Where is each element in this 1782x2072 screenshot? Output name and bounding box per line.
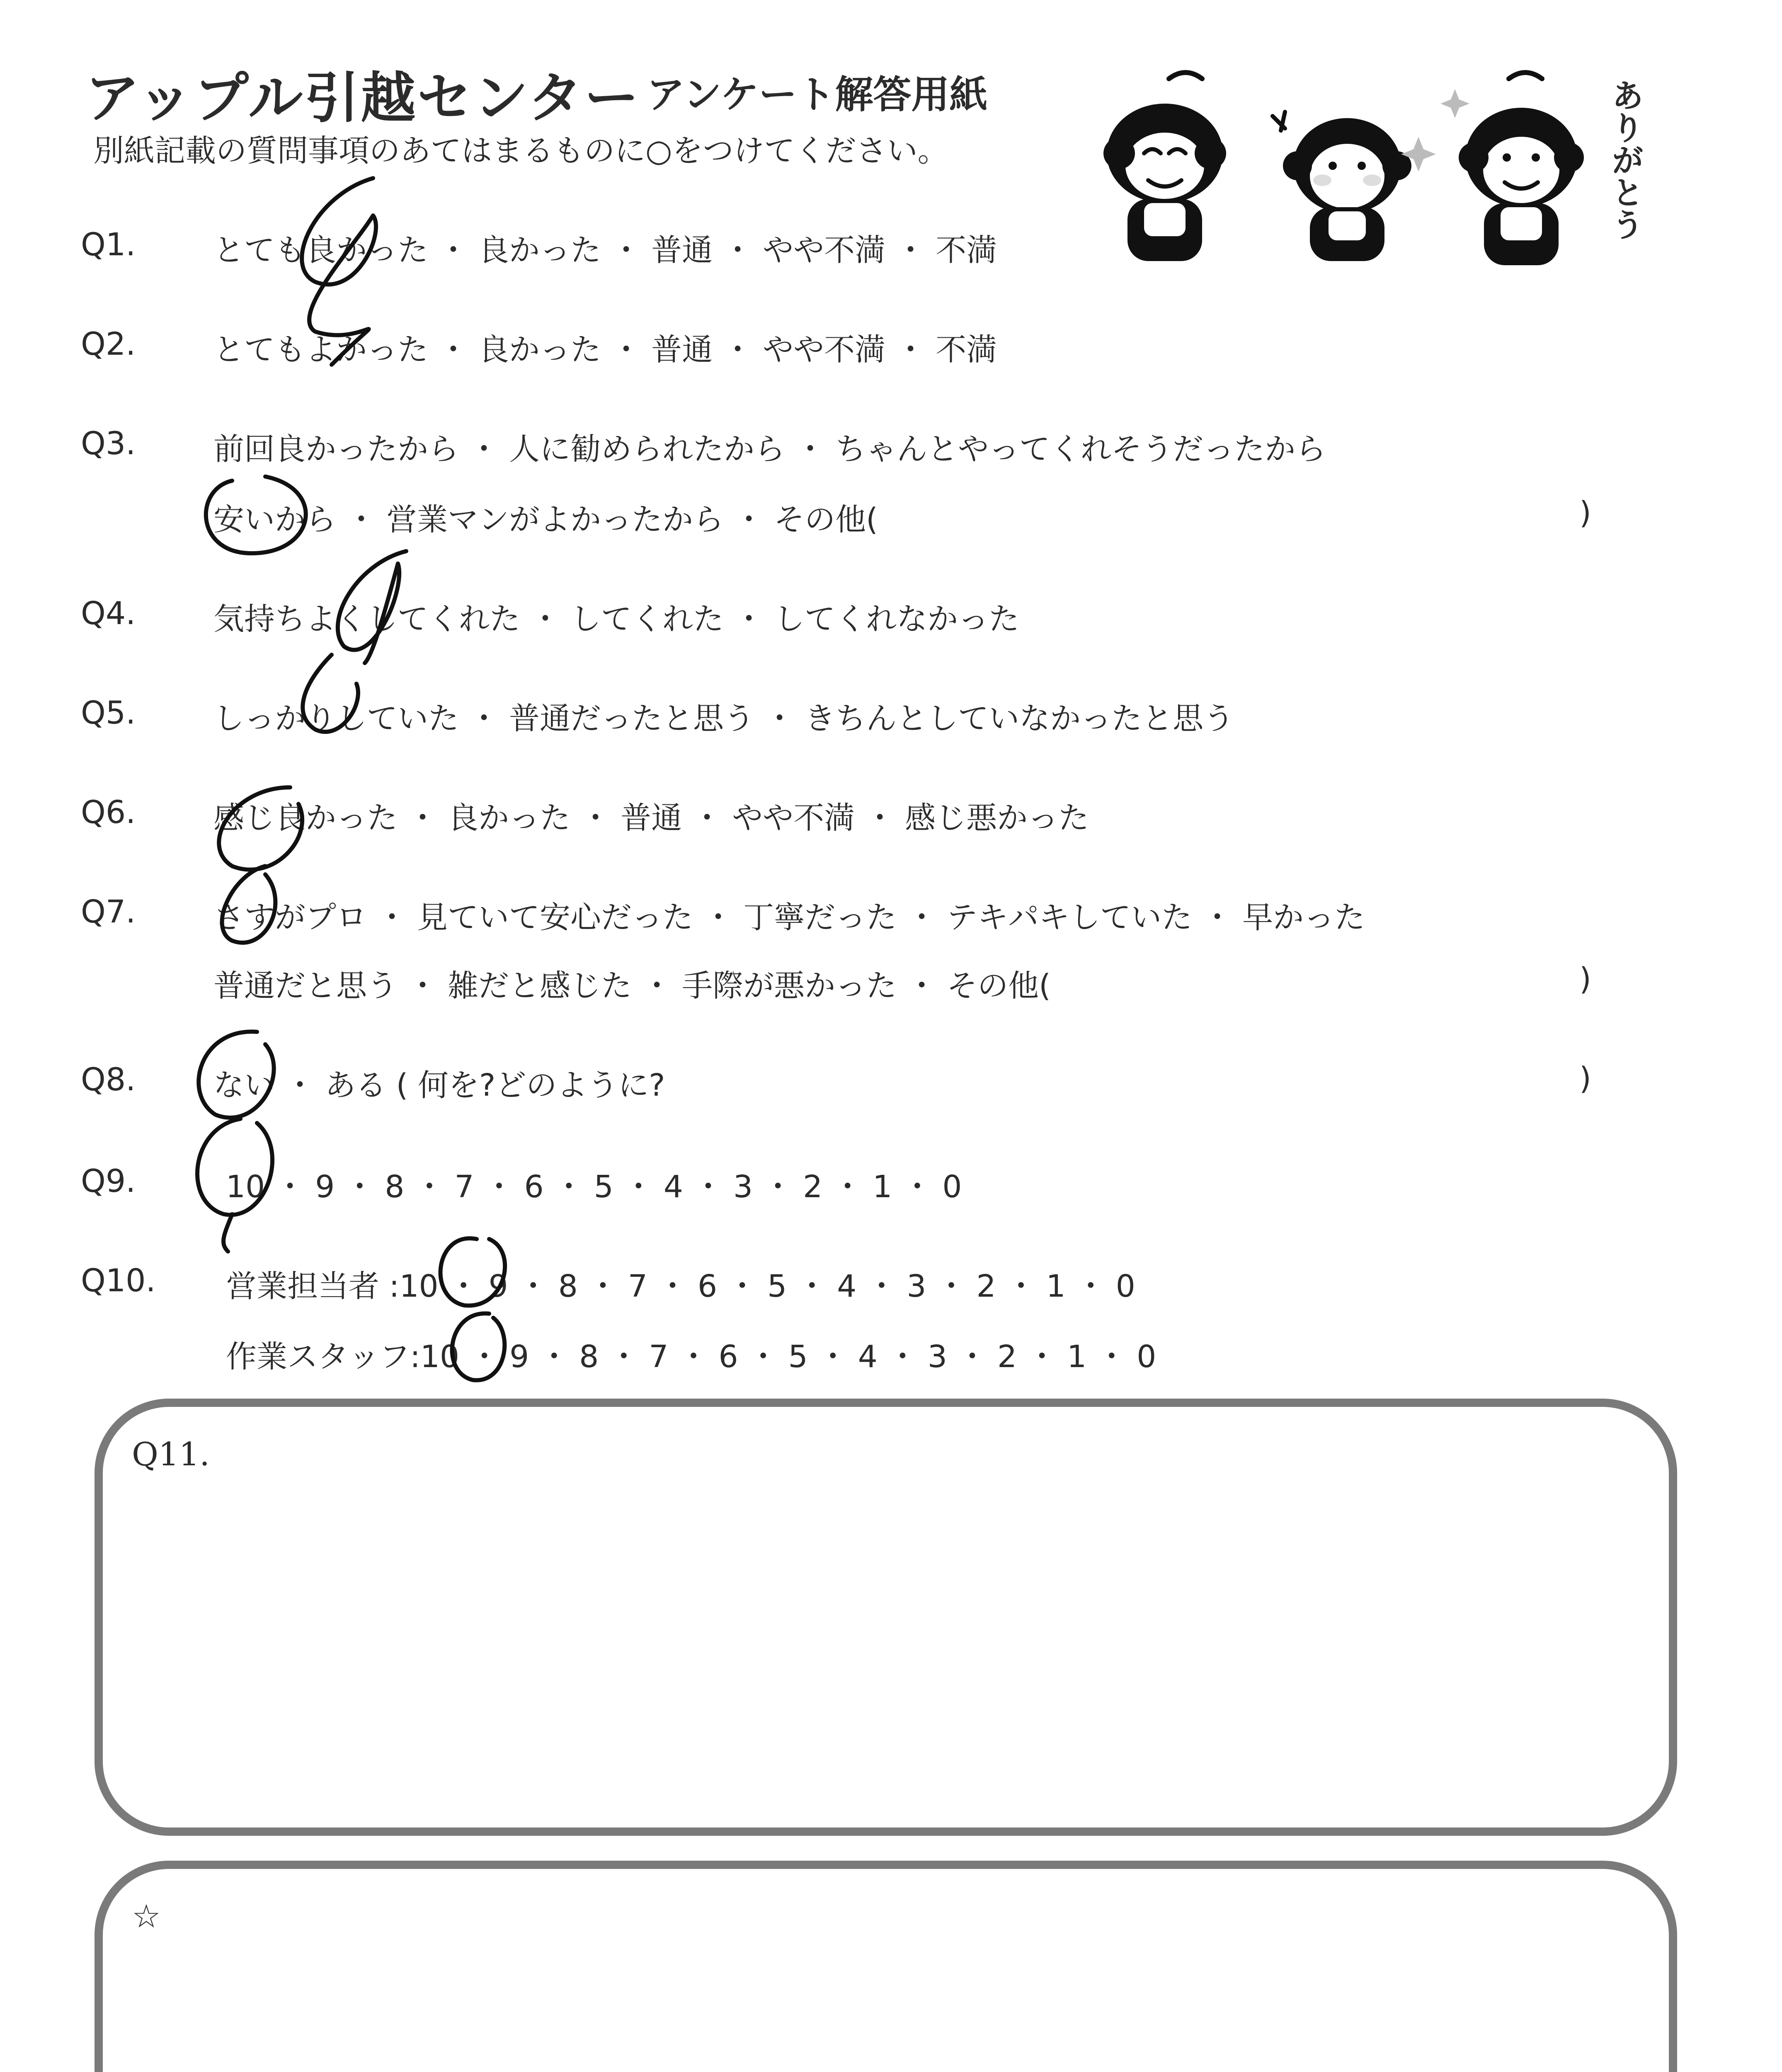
- q5-label: Q5.: [81, 694, 136, 731]
- q7-options-line2: 普通だと思う ・ 雑だと感じた ・ 手際が悪かった ・ その他(: [213, 968, 1051, 1004]
- q10-label: Q10.: [81, 1262, 156, 1299]
- hand-stroke-q5: [303, 655, 358, 732]
- q11-label: Q11.: [132, 1436, 210, 1473]
- hand-stroke-q4: [338, 551, 406, 663]
- hand-circle-q8: [199, 1032, 274, 1118]
- thanks-text: ありがとう: [1606, 79, 1644, 240]
- hand-circle-q10-staff: [452, 1314, 505, 1380]
- hand-circle-q6: [219, 787, 302, 869]
- q2-label: Q2.: [81, 325, 136, 362]
- q3-label: Q3.: [81, 425, 136, 462]
- q9-label: Q9.: [81, 1162, 136, 1199]
- q10-staff-options: 作業スタッフ:10 ・ 9 ・ 8 ・ 7 ・ 6 ・ 5 ・ 4 ・ 3 ・ 2 ・ 1 ・ 0: [226, 1339, 1156, 1375]
- q8-label: Q8.: [81, 1061, 136, 1098]
- hand-circle-q3: [206, 477, 306, 553]
- q5-options: しっかりしていた ・ 普通だったと思う ・ きちんとしていなかったと思う: [213, 701, 1234, 736]
- q2-options: とてもよかった ・ 良かった ・ 普通 ・ やや不満 ・ 不満: [213, 332, 997, 368]
- q8-close-paren: ): [1579, 1061, 1591, 1097]
- q10-sales-options: 営業担当者 :10 ・ 9 ・ 8 ・ 7 ・ 6 ・ 5 ・ 4 ・ 3 ・ 2 ・ 1 ・ 0: [226, 1268, 1135, 1304]
- form-title: アンケート解答用紙: [647, 73, 988, 117]
- q9-options: 10 ・ 9 ・ 8 ・ 7 ・ 6 ・ 5 ・ 4 ・ 3 ・ 2 ・ 1 ・ 0: [226, 1169, 962, 1205]
- q3-options-line1: 前回良かったから ・ 人に勧められたから ・ ちゃんとやってくれそうだったから: [213, 431, 1326, 467]
- hand-circle-q7: [222, 866, 276, 943]
- star-label: ☆: [132, 1898, 161, 1935]
- q4-options: 気持ちよくしてくれた ・ してくれた ・ してくれなかった: [213, 601, 1020, 637]
- q4-label: Q4.: [81, 595, 136, 632]
- hand-stroke-q1-q2: [302, 178, 376, 365]
- brand-title: アップル引越センター: [85, 66, 641, 130]
- q7-label: Q7.: [81, 893, 136, 930]
- hand-circle-q10-sales: [441, 1238, 505, 1305]
- q7-close-paren: ): [1579, 961, 1591, 997]
- q6-label: Q6.: [81, 794, 136, 830]
- q7-options-line1: さすがプロ ・ 見ていて安心だった ・ 丁寧だった ・ テキパキしていた ・ 早かった: [213, 900, 1365, 935]
- instruction-text: 別紙記載の質問事項のあてはまるものに○をつけてください。: [93, 133, 948, 169]
- q3-close-paren: ): [1579, 495, 1591, 531]
- q6-options: 感じ良かった ・ 良かった ・ 普通 ・ やや不満 ・ 感じ悪かった: [213, 800, 1089, 836]
- hand-circle-q9: [197, 1119, 272, 1251]
- q1-label: Q1.: [81, 226, 136, 263]
- q8-options: ない ・ ある ( 何を?どのように?: [213, 1067, 665, 1103]
- q3-options-line2: 安いから ・ 営業マンがよかったから ・ その他(: [213, 502, 878, 537]
- q1-options: とても良かった ・ 良かった ・ 普通 ・ やや不満 ・ 不満: [213, 232, 997, 268]
